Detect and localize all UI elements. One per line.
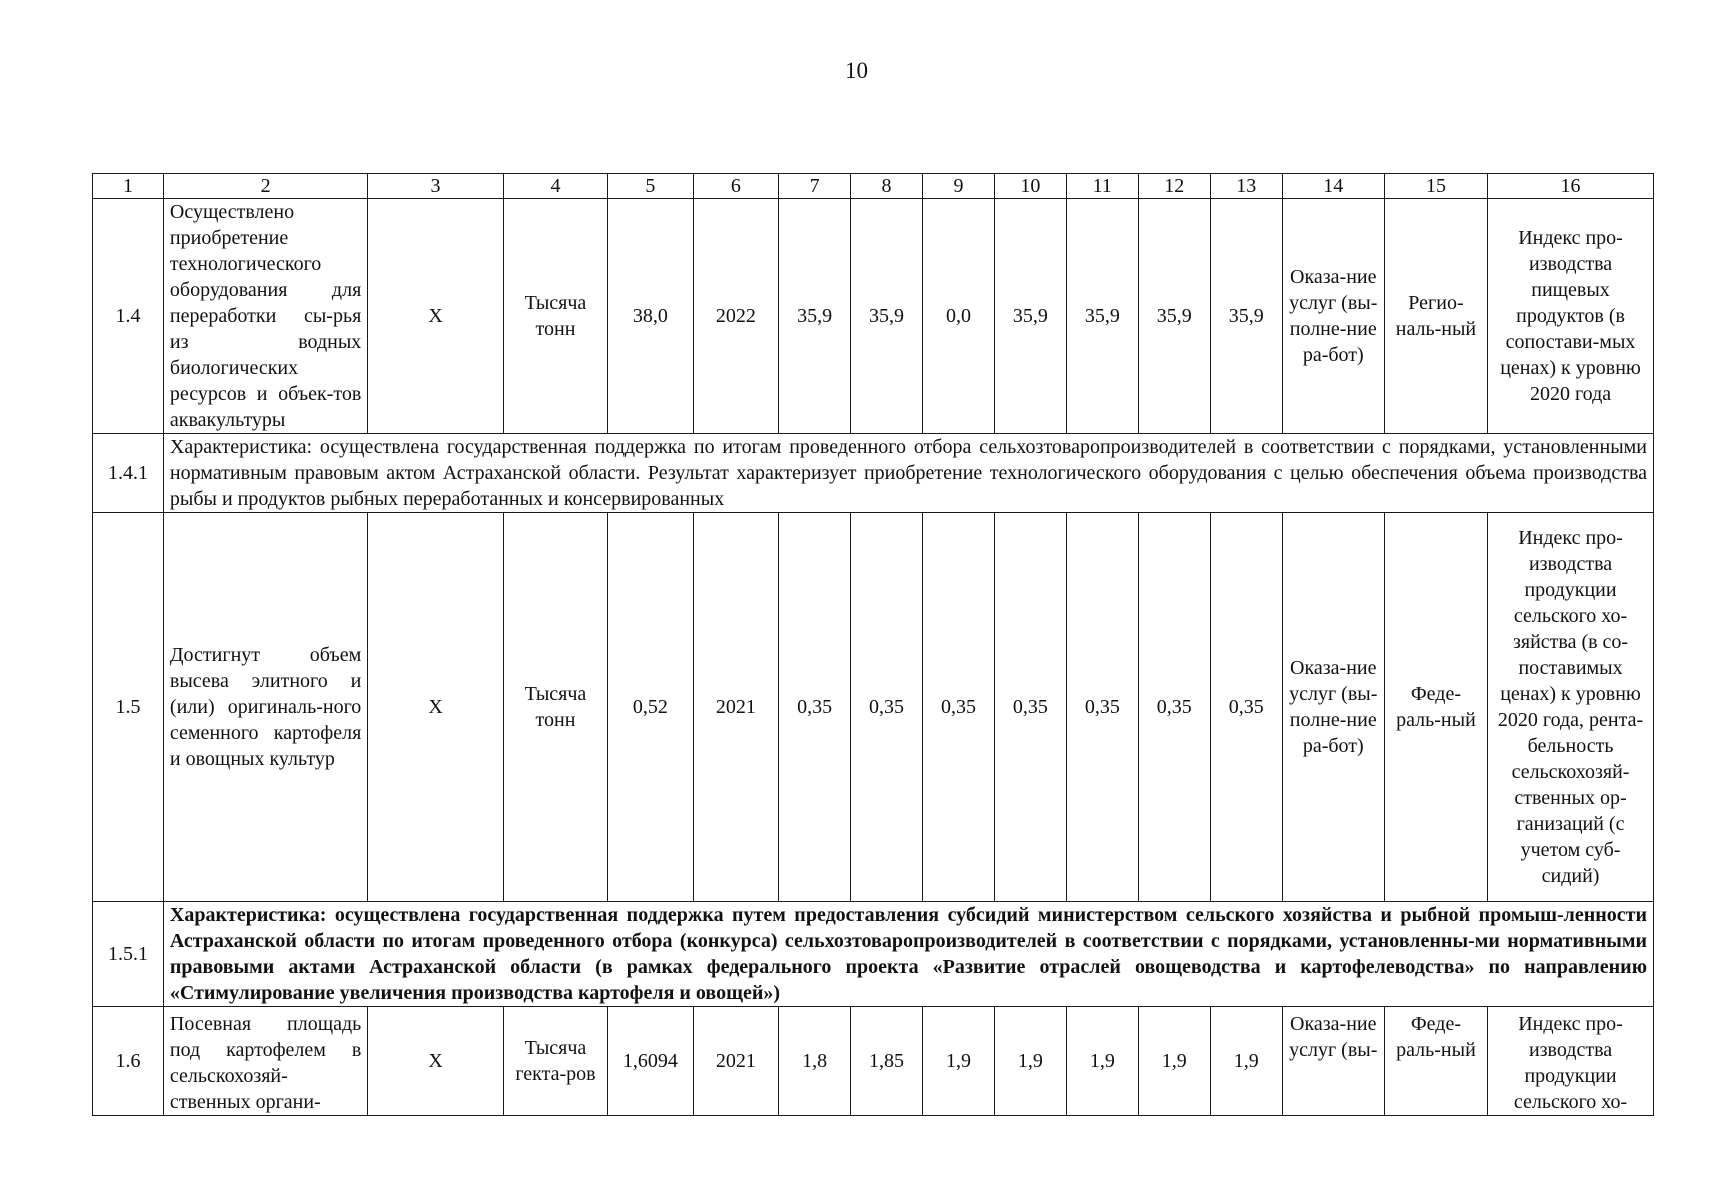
- cell-x: X: [368, 1007, 504, 1116]
- base-value: 1,6094: [608, 1007, 694, 1116]
- col-num: 8: [851, 174, 923, 199]
- result-type: Оказа-ние услуг (вы-полне-ние ра-бот): [1282, 513, 1384, 902]
- unit-cell: Тысяча тонн: [503, 513, 607, 902]
- col-num: 12: [1138, 174, 1210, 199]
- value-cell: 35,9: [779, 199, 851, 434]
- row-number: 1.5: [93, 513, 164, 902]
- indicator-cell: Индекс про-изводства продукции сельского хо-зяйства (в со-поставимых ценах) к уровню 2020 года, рента-бельность сельскохозяй-ственных ор-ганизаций (с учетом суб-сидий): [1488, 513, 1654, 902]
- page-number: 10: [845, 58, 868, 83]
- col-num: 7: [779, 174, 851, 199]
- base-value: 38,0: [608, 199, 694, 434]
- col-num: 10: [994, 174, 1066, 199]
- level-cell: Феде-раль-ный: [1384, 513, 1487, 902]
- results-table: [92, 173, 1654, 1116]
- value-cell: 0,35: [779, 513, 851, 902]
- value-cell: 1,9: [1066, 1007, 1138, 1116]
- value-cell: 0,35: [1138, 513, 1210, 902]
- value-cell: 0,0: [922, 199, 994, 434]
- characteristic-text: Характеристика: осуществлена государственная поддержка путем предоставления субсидий министерством сельского хозяйства и рыбной промыш-ленности Астраханской области по итогам проведенного отбора (конкурса) сельхозтоваропроизводителей в соответствии с порядками, установленны-ми нормативными правовыми актами Астраханской области (в рамках федерального проекта «Развитие отраслей овощеводства и картофелеводства» по направлению «Стимулирование увеличения производства картофеля и овощей»): [163, 902, 1653, 1007]
- col-num: 1: [93, 174, 164, 199]
- level-cell: Феде-раль-ный: [1384, 1007, 1487, 1116]
- unit-cell: Тысяча гекта-ров: [503, 1007, 607, 1116]
- unit-cell: Тысяча тонн: [503, 199, 607, 434]
- value-cell: 1,9: [1210, 1007, 1282, 1116]
- indicator-cell: Индекс про-изводства продукции сельского хо-: [1488, 1007, 1654, 1116]
- characteristic-row: [93, 902, 1654, 1007]
- cell-x: X: [368, 513, 504, 902]
- base-year: 2021: [693, 1007, 779, 1116]
- base-value: 0,52: [608, 513, 694, 902]
- cell-x: X: [368, 199, 504, 434]
- column-number-row: [93, 174, 1654, 199]
- value-cell: 35,9: [1066, 199, 1138, 434]
- value-cell: 35,9: [851, 199, 923, 434]
- row-number: 1.4.1: [93, 434, 164, 513]
- result-type: Оказа-ние услуг (вы-: [1282, 1007, 1384, 1116]
- value-cell: 0,35: [1210, 513, 1282, 902]
- value-cell: 35,9: [1210, 199, 1282, 434]
- table-row: [93, 513, 1654, 902]
- col-num: 5: [608, 174, 694, 199]
- col-num: 4: [503, 174, 607, 199]
- col-num: 9: [922, 174, 994, 199]
- table-row: [93, 1007, 1654, 1116]
- result-name: Достигнут объем высева элитного и (или) оригиналь-ного семенного картофеля и овощных культур: [163, 513, 367, 902]
- row-number: 1.4: [93, 199, 164, 434]
- col-num: 16: [1488, 174, 1654, 199]
- col-num: 14: [1282, 174, 1384, 199]
- value-cell: 0,35: [922, 513, 994, 902]
- value-cell: 0,35: [851, 513, 923, 902]
- value-cell: 1,9: [994, 1007, 1066, 1116]
- base-year: 2021: [693, 513, 779, 902]
- col-num: 2: [163, 174, 367, 199]
- col-num: 13: [1210, 174, 1282, 199]
- col-num: 11: [1066, 174, 1138, 199]
- value-cell: 1,9: [922, 1007, 994, 1116]
- row-number: 1.5.1: [93, 902, 164, 1007]
- value-cell: 0,35: [1066, 513, 1138, 902]
- result-name: Посевная площадь под картофелем в сельскохозяй-ственных органи-: [163, 1007, 367, 1116]
- value-cell: 1,85: [851, 1007, 923, 1116]
- level-cell: Регио-наль-ный: [1384, 199, 1487, 434]
- result-type: Оказа-ние услуг (вы-полне-ние ра-бот): [1282, 199, 1384, 434]
- indicator-cell: Индекс про-изводства пищевых продуктов (в сопостави-мых ценах) к уровню 2020 года: [1488, 199, 1654, 434]
- row-number: 1.6: [93, 1007, 164, 1116]
- col-num: 3: [368, 174, 504, 199]
- col-num: 15: [1384, 174, 1487, 199]
- col-num: 6: [693, 174, 779, 199]
- value-cell: 35,9: [1138, 199, 1210, 434]
- result-name: Осуществлено приобретение технологического оборудования для переработки сы-рья из водных биологических ресурсов и объек-тов аквакультуры: [163, 199, 367, 434]
- base-year: 2022: [693, 199, 779, 434]
- value-cell: 1,8: [779, 1007, 851, 1116]
- value-cell: 1,9: [1138, 1007, 1210, 1116]
- value-cell: 0,35: [994, 513, 1066, 902]
- characteristic-row: [93, 434, 1654, 513]
- characteristic-text: Характеристика: осуществлена государственная поддержка по итогам проведенного отбора сельхозтоваропроизводителей в соответствии с порядками, установленными нормативным правовым актом Астраханской области. Результат характеризует приобретение технологического оборудования с целью обеспечения объема производства рыбы и продуктов рыбных переработанных и консервированных: [163, 434, 1653, 513]
- value-cell: 35,9: [994, 199, 1066, 434]
- table-row: [93, 199, 1654, 434]
